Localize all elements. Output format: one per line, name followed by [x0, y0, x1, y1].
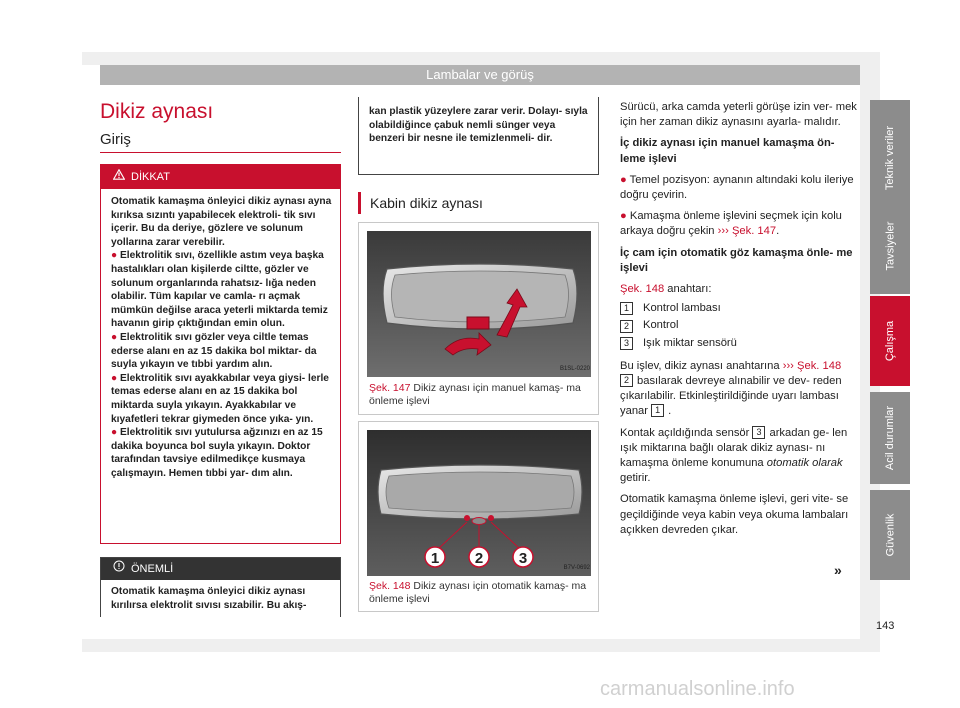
continue-mark: » [834, 562, 842, 578]
figure-147 [358, 222, 599, 415]
auto-off-paragraph: Otomatik kamaşma önleme işlevi, geri vite- se geçildiğinde veya kabin veya okuma lambaları açıkken devreden çıkar. [620, 493, 849, 536]
warning-label: DİKKAT [131, 171, 170, 183]
manual-bullet: ● Kamaşma önleme işlevini seçmek için kolu arkaya doğru çekin ››› Şek. 147. [620, 210, 842, 238]
tab-calisma[interactable]: Çalışma [870, 296, 910, 386]
key-line: Şek. 148 anahtarı: [620, 283, 712, 296]
switch-paragraph: Bu işlev, dikiz aynası anahtarına ››› Şek. 148 2 basılarak devreye alınabilir ve dev- reden çıkarılabilir. Etkinleştirildiğinde uyarı lambası yanar 1 . [620, 359, 842, 418]
warning-box [100, 164, 341, 544]
figure-link[interactable]: Şek. 147 [731, 225, 777, 238]
warning-bullet: ● Elektrolitik sıvı, özellikle astım veya başka hastalıkları olan kişilerde ciltte, gözler ve solunum organlarında rahatsız- lığa neden olabilir. Tüm kapılar ve camla- rı açmak mümkün değilse araca yeterli miktarda temiz havanın girip çıktığından emin olun. [111, 250, 328, 330]
tab-guvenlik[interactable]: Güvenlik [870, 490, 910, 580]
figure-link[interactable]: Şek. 148 [797, 359, 842, 372]
figure-caption: Şek. 147 Dikiz aynası için manuel kamaş- ma önleme işlevi [369, 382, 581, 407]
tab-tavsiyeler[interactable]: Tavsiyeler [870, 198, 910, 294]
page-number: 143 [876, 620, 895, 632]
warning-header [101, 165, 340, 189]
callout-2: 2 [474, 550, 484, 567]
list-item: 1 Kontrol lambası [620, 301, 860, 316]
section-title: Kabin dikiz aynası [370, 195, 483, 211]
section-subtitle: Giriş [100, 131, 131, 148]
chapter-header: Lambalar ve görüş [100, 65, 860, 85]
intro-paragraph: Sürücü, arka camda yeterli görüşe izin ver- mek için her zaman dikiz aynasını ayarla- malıdır. [620, 101, 857, 129]
figure-code: B1SL-0220 [559, 366, 590, 372]
body-column [620, 100, 860, 544]
warning-bullet: ● Elektrolitik sıvı gözler veya ciltle temas ederse alanı en az 15 dakika bol miktar- da suyla yıkayın ve tıbbi yardım alın. [111, 331, 317, 371]
callout-3: 3 [518, 550, 528, 567]
note-header [101, 558, 340, 580]
note-label: ÖNEMLİ [131, 563, 174, 575]
page-title: Dikiz aynası [100, 100, 214, 123]
cross-ref-arrow: ››› [717, 225, 729, 238]
auto-mirror-illustration [367, 430, 591, 576]
manual-mirror-illustration [367, 231, 591, 377]
warning-intro: Otomatik kamaşma önleyici dikiz aynası ayna kırıksa sızıntı yapabilecek elektroli- tik sıvı içerir. Bu da deriye, gözlere ve solunum yollarına zarar verebilir. [111, 196, 332, 248]
figure-code: B7V-0692 [563, 565, 590, 571]
note-continuation-text: kan plastik yüzeylere zarar verir. Dolayı- sıyla olabildiğince çabuk nemli sünger veya benzeri bir nesne ile temizlenmeli- dir. [369, 106, 588, 145]
sensor-paragraph: Kontak açıldığında sensör 3 arkadan ge- len ışık miktarına bağlı olarak dikiz aynası- nı kamaşma önleme konumuna otomatik olarak getirir. [620, 426, 848, 485]
section-marker [358, 192, 361, 214]
subtitle-rule [100, 152, 341, 153]
figure-link[interactable]: Şek. 148 [620, 283, 665, 296]
manual-bullet: ● Temel pozisyon: aynanın altındaki kolu ileriye doğru çevirin. [620, 173, 854, 202]
tab-acil-durumlar[interactable]: Acil durumlar [870, 392, 910, 484]
warning-body [111, 195, 332, 480]
manual-heading: İç dikiz aynası için manuel kamaşma ön- leme işlevi [620, 137, 835, 165]
warning-triangle-icon [113, 165, 125, 189]
info-circle-icon [113, 558, 125, 580]
warning-bullet: ● Elektrolitik sıvı ayakkabılar veya giysi- lerle temas ederse alanı en az 15 dakika bol miktarda suyla yıkayın. Ayakkabılar ve kıyafetleri tekrar giymeden önce yıka- yın. [111, 372, 329, 425]
warning-bullet: ● Elektrolitik sıvı yutulursa ağzınızı en az 15 dakika boyunca bol suyla yıkayın. Doktor tarafından tavsiye edilmedikçe kusmaya çalışmayın. Hemen tıbbi yar- dım alın. [111, 427, 323, 479]
watermark: carmanualsonline.info [600, 678, 795, 700]
figure-148 [358, 421, 599, 612]
figure-caption: Şek. 148 Dikiz aynası için otomatik kamaş- ma önleme işlevi [369, 580, 587, 605]
tab-teknik-veriler[interactable]: Teknik veriler [870, 100, 910, 216]
list-item: 3 Işık miktar sensörü [620, 336, 860, 351]
callout-1: 1 [430, 550, 440, 567]
list-item: 2 Kontrol [620, 318, 860, 333]
note-box [100, 557, 341, 617]
note-text: Otomatik kamaşma önleyici dikiz aynası kırılırsa elektrolit sıvısı sızabilir. Bu akış- [111, 586, 307, 611]
auto-heading: İç cam için otomatik göz kamaşma önle- me işlevi [620, 246, 853, 274]
note-continuation-box [358, 97, 599, 175]
